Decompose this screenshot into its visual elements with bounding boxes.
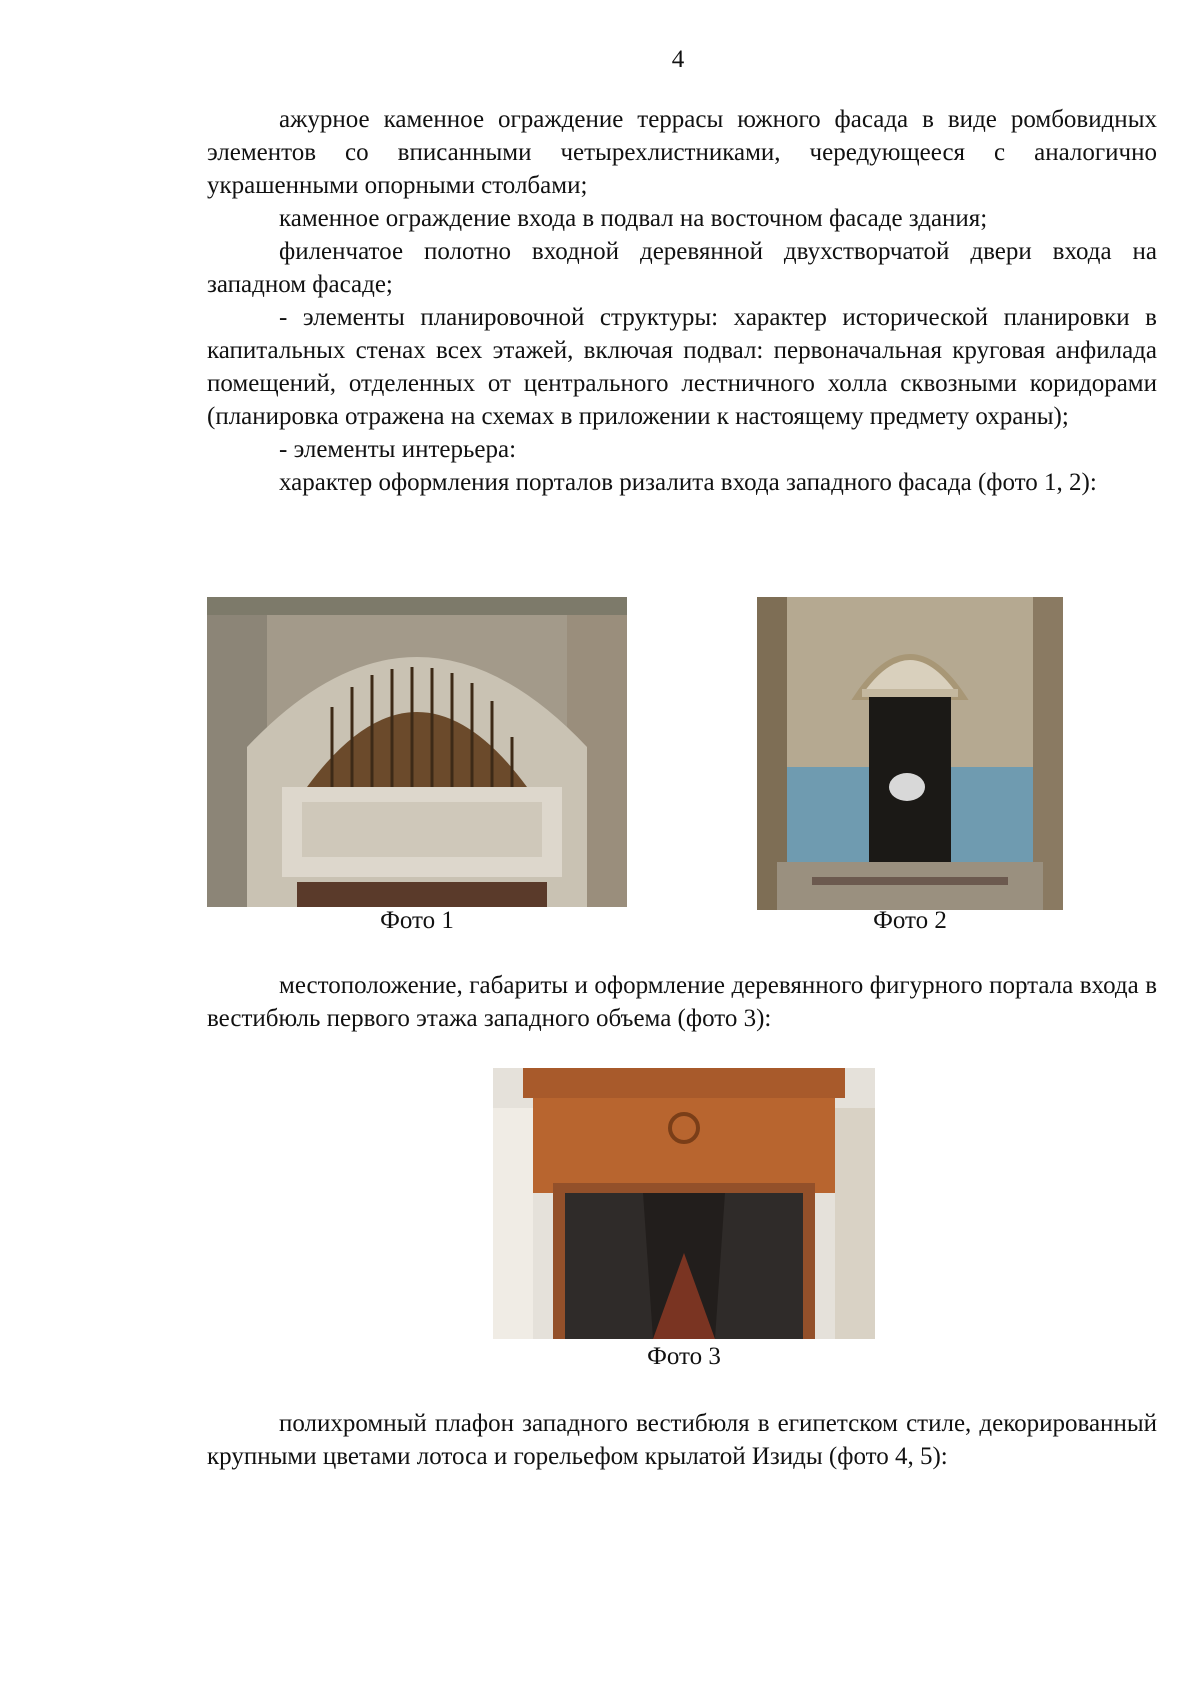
- paragraph: характер оформления порталов ризалита входа западного фасада (фото 1, 2):: [279, 469, 1097, 496]
- paragraph: - элементы планировочной структуры: характер исторической планировки в капитальных стенах всех этажей, включая подвал: первоначальная круговая анфилада помещений, отделенных от центрального лестничного холла сквозными коридорами (планировка отражена на схемах в приложении к настоящему предмету охраны);: [207, 304, 1157, 430]
- text-block-2: [207, 969, 1157, 1035]
- paragraph: местоположение, габариты и оформление деревянного фигурного портала входа в вестибюль первого этажа западного объема (фото 3):: [207, 972, 1157, 1032]
- paragraph: филенчатое полотно входной деревянной двухстворчатой двери входа на западном фасаде;: [207, 238, 1157, 298]
- text-block-1: [207, 103, 1157, 499]
- photo-3-caption: Фото 3: [647, 1343, 721, 1370]
- photo-1: [207, 597, 627, 907]
- photo-2: [757, 597, 1063, 910]
- photo-1-caption: Фото 1: [380, 907, 454, 934]
- page-number: 4: [671, 46, 685, 73]
- paragraph: полихромный плафон западного вестибюля в египетском стиле, декорированный крупными цветами лотоса и горельефом крылатой Изиды (фото 4, 5):: [207, 1410, 1157, 1470]
- photo-2-caption: Фото 2: [873, 907, 947, 934]
- paragraph: ажурное каменное ограждение террасы южного фасада в виде ромбовидных элементов со вписанными четырехлистниками, чередующееся с аналогично украшенными опорными столбами;: [207, 106, 1157, 199]
- paragraph: каменное ограждение входа в подвал на восточном фасаде здания;: [279, 205, 988, 232]
- paragraph: - элементы интерьера:: [279, 436, 517, 463]
- photo-3: [493, 1068, 875, 1339]
- text-block-3: [207, 1407, 1157, 1473]
